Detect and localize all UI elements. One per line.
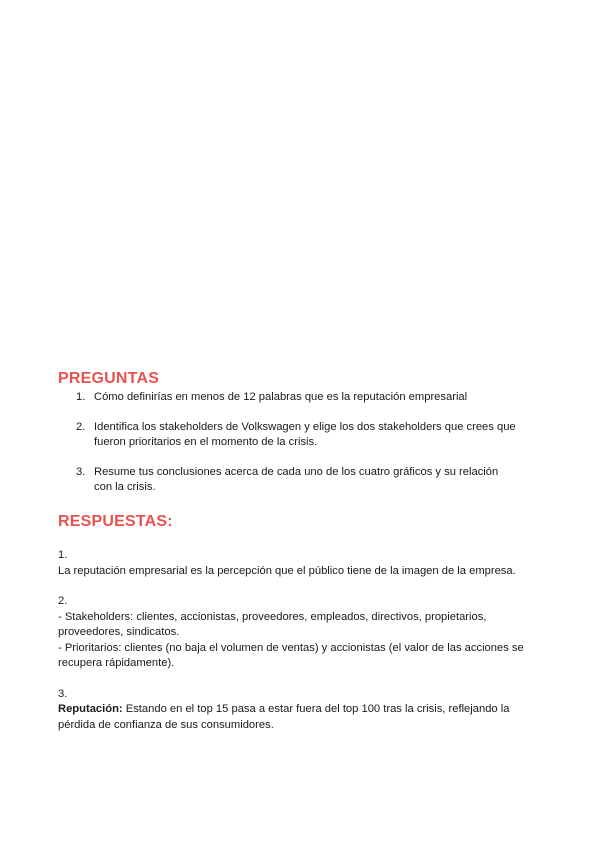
answer-text: La reputación empresarial es la percepción que el público tiene de la imagen de la empresa. [58, 564, 516, 577]
reputacion-paragraph [58, 702, 538, 733]
reputacion-label: Reputación: [58, 703, 123, 715]
prioritarios-text: - Prioritarios: clientes (no baja el volumen de ventas) y accionistas (el valor de las acciones se recupera rápidamente). [58, 641, 524, 669]
question-number: 3. [76, 466, 86, 478]
question-list [58, 390, 518, 510]
answer-number: 2. [58, 595, 68, 607]
answers-section [58, 548, 538, 748]
question-number: 1. [76, 391, 86, 403]
preguntas-heading: PREGUNTAS [58, 370, 160, 387]
answer-1 [58, 548, 538, 579]
stakeholders-text: - Stakeholders: clientes, accionistas, proveedores, empleados, directivos, propietarios, proveedores, sindicatos. [58, 610, 487, 638]
question-item [58, 390, 518, 405]
question-item [58, 465, 518, 495]
question-text: Identifica los stakeholders de Volkswagen y elige los dos stakeholders que crees que fueron prioritarios en el momento de la crisis. [94, 421, 516, 448]
answer-number: 3. [58, 687, 68, 700]
respuestas-heading: RESPUESTAS: [58, 513, 173, 530]
question-number: 2. [76, 421, 86, 433]
answer-3 [58, 687, 538, 734]
question-text: Cómo definirías en menos de 12 palabras que es la reputación empresarial [94, 391, 468, 403]
answer-2 [58, 594, 538, 672]
reputacion-text: Estando en el top 15 pasa a estar fuera del top 100 tras la crisis, reflejando la pérdida de confianza de sus consumidores. [58, 703, 510, 731]
question-item [58, 420, 518, 450]
question-text: Resume tus conclusiones acerca de cada uno de los cuatro gráficos y su relación con la crisis. [94, 466, 499, 493]
answer-number: 1. [58, 549, 68, 561]
